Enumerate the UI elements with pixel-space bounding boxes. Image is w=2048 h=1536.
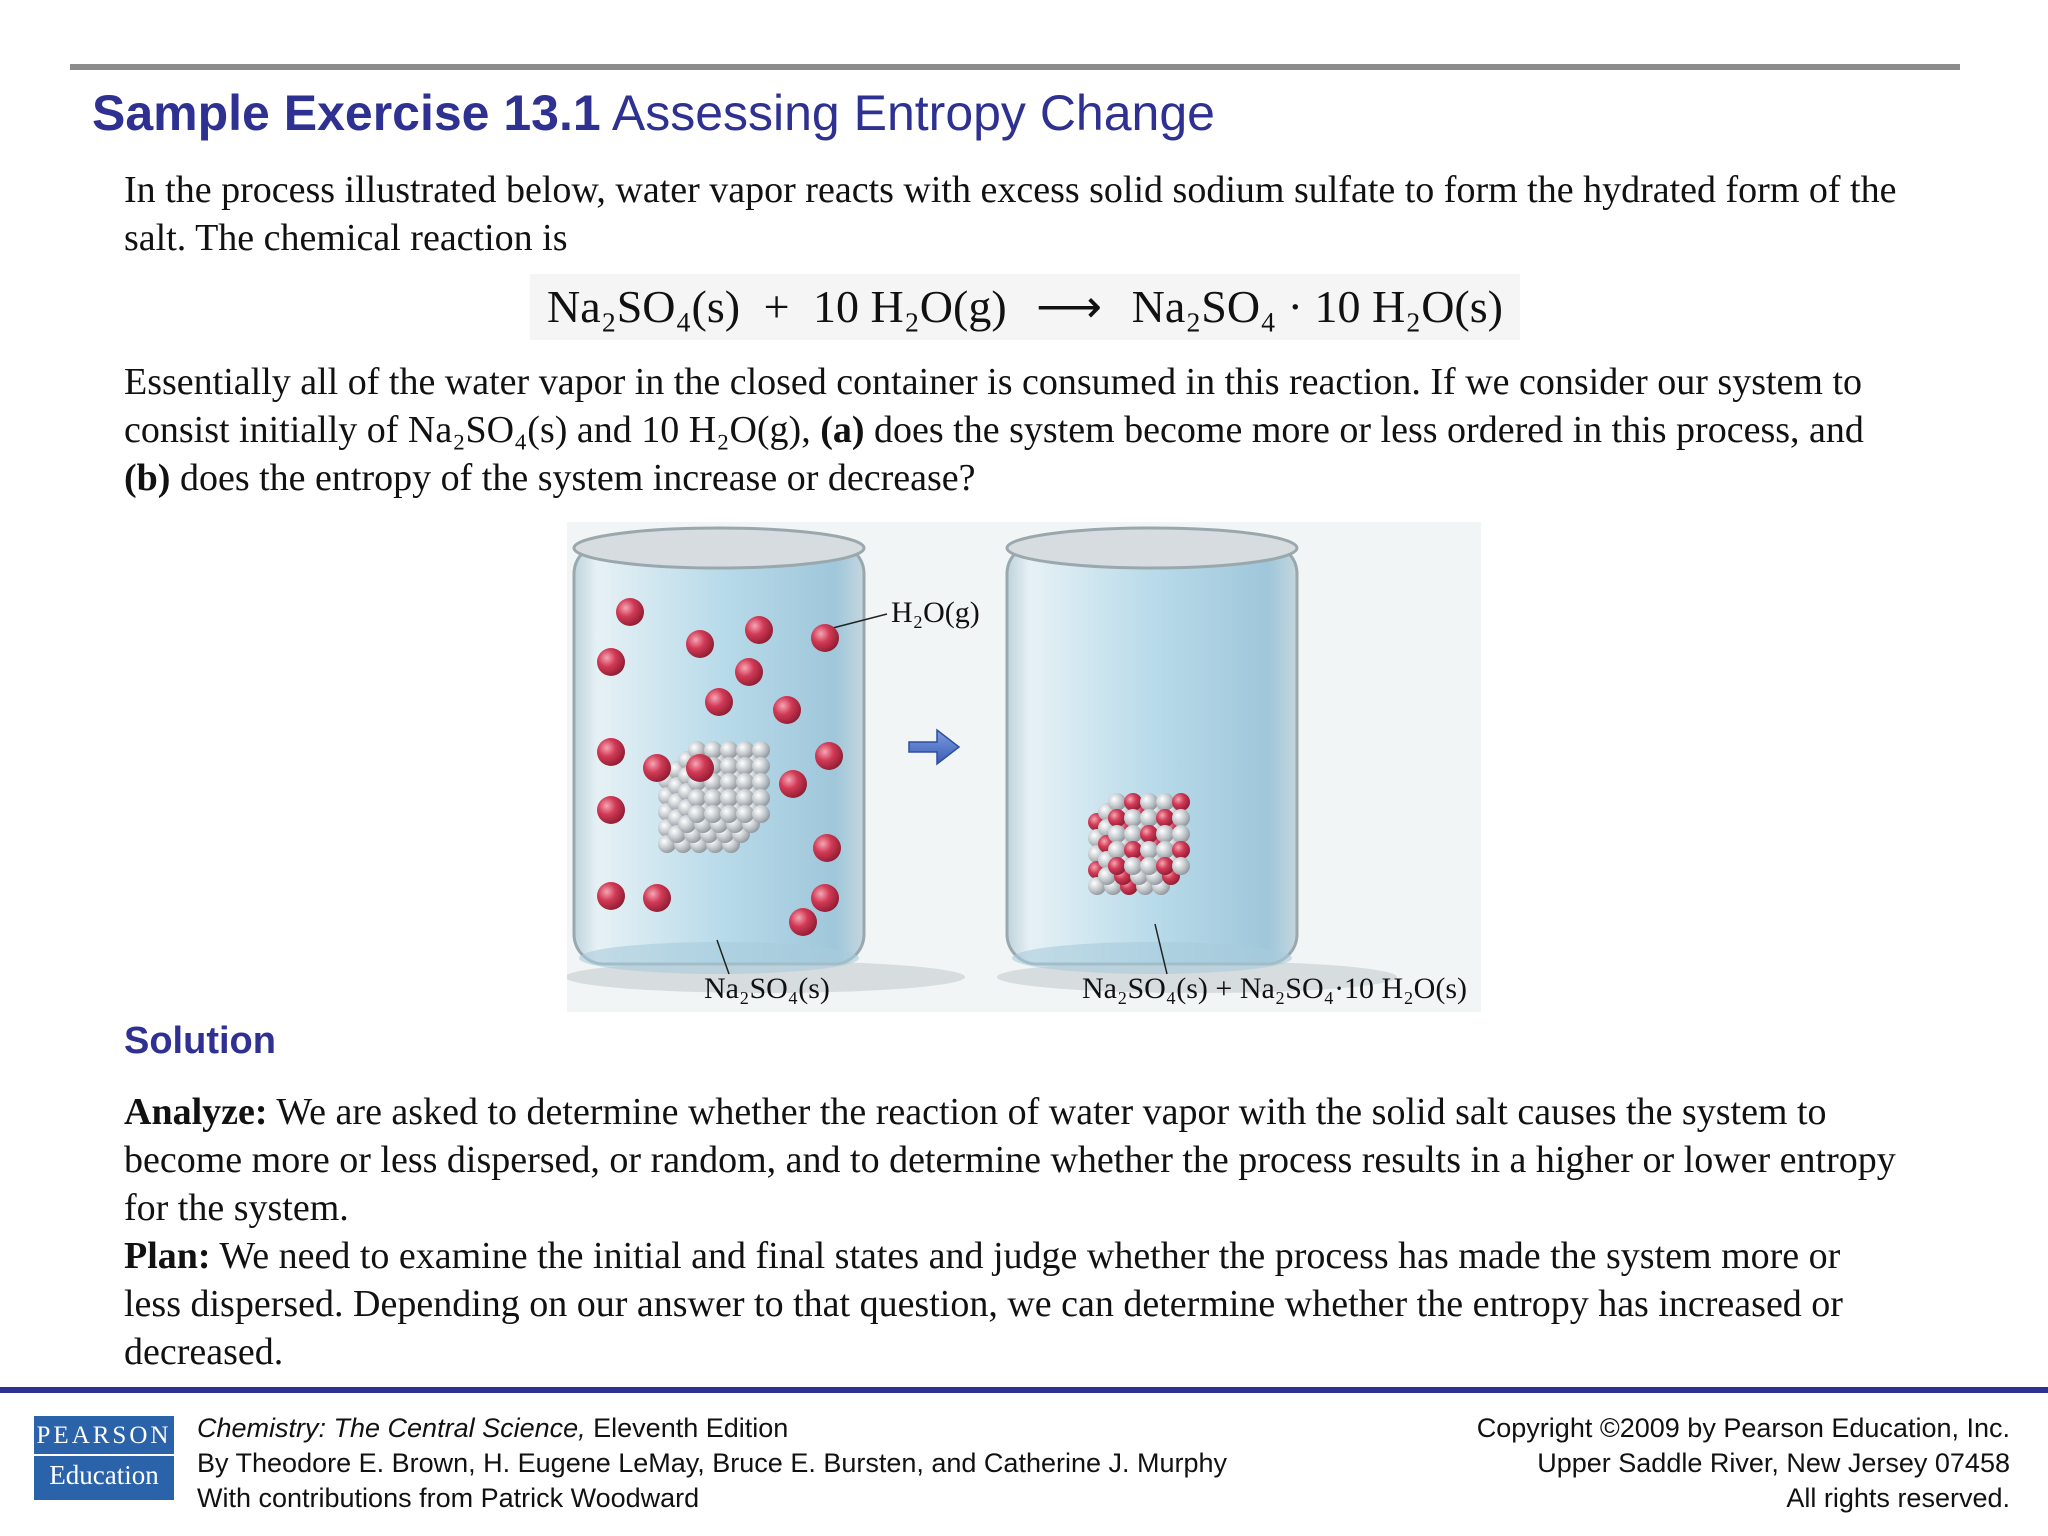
salt-particle	[1140, 857, 1158, 875]
pearson-logo	[34, 1416, 174, 1500]
salt-particle	[720, 789, 738, 807]
equation-rhs: Na₂SO₄ · 10 H₂O(s)	[1131, 281, 1503, 332]
salt-particle	[752, 741, 770, 759]
salt-particle	[1124, 857, 1142, 875]
salt-particle	[1172, 825, 1190, 843]
water-molecule	[1124, 841, 1142, 859]
label-right-solid: Na₂SO₄(s) + Na₂SO₄·10 H₂O(s)	[1082, 972, 1468, 1005]
salt-particle	[704, 789, 722, 807]
water-molecule	[597, 648, 625, 676]
footer-contributions: With contributions from Patrick Woodward	[197, 1483, 700, 1513]
equation-plus: +	[763, 281, 790, 332]
salt-particle	[1140, 793, 1158, 811]
water-molecule	[1108, 857, 1126, 875]
footer-rule	[0, 1387, 2048, 1393]
equation-lhs-salt: Na₂SO₄(s)	[547, 281, 741, 332]
footer-location: Upper Saddle River, New Jersey 07458	[1537, 1448, 2010, 1478]
plan-label: Plan:	[124, 1235, 211, 1277]
footer-copyright	[1477, 1411, 2010, 1516]
water-molecule	[735, 658, 763, 686]
plan-paragraph	[124, 1232, 1904, 1376]
water-molecule	[686, 754, 714, 782]
right-arrow-icon	[909, 730, 959, 764]
water-molecule	[705, 688, 733, 716]
footer-citation	[197, 1411, 1227, 1516]
footer-copyright-line: Copyright ©2009 by Pearson Education, Inc.	[1476, 1413, 2010, 1443]
salt-particle	[1108, 841, 1126, 859]
salt-particle	[720, 805, 738, 823]
salt-particle	[752, 805, 770, 823]
slide-title	[92, 84, 1215, 142]
part-b-text: does the entropy of the system increase or decrease?	[179, 457, 976, 499]
salt-particle	[720, 741, 738, 759]
salt-particle	[752, 757, 770, 775]
footer-rights: All rights reserved.	[1786, 1483, 2010, 1513]
water-molecule	[1140, 825, 1158, 843]
label-water-vapor: H₂O(g)	[891, 596, 980, 629]
water-molecule	[773, 696, 801, 724]
water-molecule	[745, 616, 773, 644]
salt-particle	[1156, 793, 1174, 811]
salt-particle	[1124, 825, 1142, 843]
salt-particle	[1124, 809, 1142, 827]
salt-particle	[688, 805, 706, 823]
part-b-label: (b)	[124, 457, 171, 499]
equation-lhs-water: 10 H₂O(g)	[813, 281, 1007, 332]
water-molecule	[616, 598, 644, 626]
part-a-label: (a)	[820, 409, 865, 451]
salt-particle	[1108, 793, 1126, 811]
footer-authors: By Theodore E. Brown, H. Eugene LeMay, Bruce E. Bursten, and Catherine J. Murphy	[197, 1448, 1228, 1478]
water-molecule	[779, 770, 807, 798]
salt-particle	[736, 773, 754, 791]
logo-top-text: PEARSON	[34, 1416, 174, 1456]
salt-particle	[704, 805, 722, 823]
salt-particle	[752, 789, 770, 807]
salt-particle	[736, 805, 754, 823]
title-rest: Assessing Entropy Change	[611, 85, 1215, 141]
top-rule	[70, 64, 1960, 70]
water-molecule	[1172, 841, 1190, 859]
question-intro: Essentially all of the water vapor in the closed container is consumed in this reaction. If we consider our system to consist initially of Na₂SO₄(s) and 10 H₂O(g),	[124, 361, 1863, 451]
salt-particle	[688, 789, 706, 807]
plan-text: We need to examine the initial and final states and judge whether the process has made the system more or less dispersed. Depending on our answer to that question, we can determine whether the entropy has increased or decreased.	[124, 1235, 1843, 1373]
logo-bottom-text: Education	[49, 1460, 159, 1490]
salt-particle	[1108, 825, 1126, 843]
equation-arrow: ⟶	[1036, 281, 1103, 332]
footer-book-line	[197, 1411, 1227, 1446]
water-molecule	[597, 882, 625, 910]
water-molecule	[643, 754, 671, 782]
right-container	[997, 528, 1397, 993]
salt-particle	[1140, 809, 1158, 827]
water-molecule	[597, 738, 625, 766]
analyze-text: We are asked to determine whether the reaction of water vapor with the solid salt causes the system to become more or less dispersed, or random, and to determine whether the process results in a higher or lower entropy for the system.	[124, 1091, 1896, 1229]
salt-particle	[1156, 825, 1174, 843]
salt-particle	[752, 773, 770, 791]
salt-particle	[1172, 809, 1190, 827]
analyze-label: Analyze:	[124, 1091, 268, 1133]
water-molecule	[597, 796, 625, 824]
reaction-figure	[567, 522, 1481, 1012]
salt-particle	[1140, 841, 1158, 859]
water-molecule	[789, 908, 817, 936]
footer-edition: Eleventh Edition	[593, 1413, 789, 1443]
chemical-equation	[530, 274, 1520, 340]
salt-particle	[1156, 841, 1174, 859]
part-a-text: does the system become more or less ordered in this process, and	[874, 409, 1864, 451]
salt-particle	[736, 741, 754, 759]
reaction-illustration	[567, 522, 1481, 1012]
analyze-paragraph	[124, 1088, 1904, 1232]
salt-particle	[720, 757, 738, 775]
water-molecule	[1156, 809, 1174, 827]
title-bold: Sample Exercise 13.1	[92, 85, 601, 141]
water-molecule	[643, 884, 671, 912]
water-molecule	[813, 834, 841, 862]
water-molecule	[1108, 809, 1126, 827]
salt-particle	[720, 773, 738, 791]
salt-particle	[736, 757, 754, 775]
water-molecule	[1124, 793, 1142, 811]
question-paragraph	[124, 358, 1904, 502]
water-molecule	[811, 884, 839, 912]
salt-particle	[736, 789, 754, 807]
intro-paragraph: In the process illustrated below, water vapor reacts with excess solid sodium sulfate to form the hydrated form of the salt. The chemical reaction is	[124, 169, 1897, 259]
footer-book-title: Chemistry: The Central Science,	[197, 1413, 586, 1443]
water-molecule	[815, 742, 843, 770]
water-molecule	[1172, 793, 1190, 811]
salt-particle	[1172, 857, 1190, 875]
water-molecule	[686, 630, 714, 658]
solution-heading: Solution	[124, 1020, 276, 1062]
water-molecule	[1156, 857, 1174, 875]
water-molecule	[811, 624, 839, 652]
label-left-solid: Na₂SO₄(s)	[704, 972, 830, 1005]
